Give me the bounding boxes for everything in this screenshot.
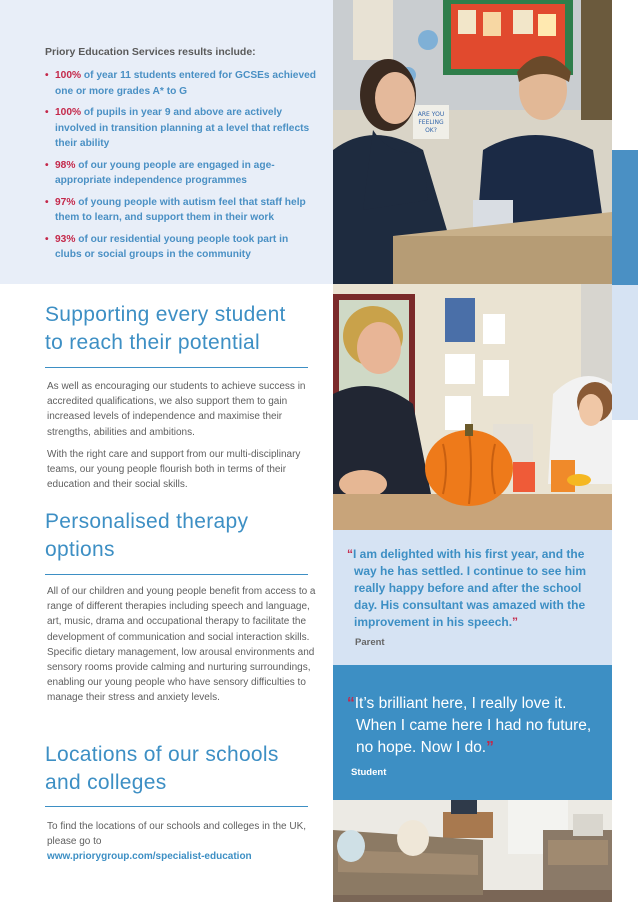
results-item: • 100% of pupils in year 9 and above are actively involved in transition planning at a level that reflects their ability	[45, 105, 317, 152]
section-tab-dark	[612, 150, 638, 285]
specialist-education-link[interactable]: www.priorygroup.com/specialist-education	[47, 851, 252, 863]
supporting-heading: Supporting every student to reach their potential	[45, 303, 286, 354]
photo-staff-smiling-illustration	[333, 0, 612, 284]
results-title: Priory Education Services results include:	[45, 46, 256, 58]
photo-lounge-illustration	[333, 800, 612, 902]
results-item: • 98% of our young people are engaged in age-appropriate independence programmes	[45, 158, 317, 189]
photo-staff-smiling	[333, 0, 612, 284]
heading-rule	[45, 806, 308, 807]
results-item: • 100% of year 11 students entered for GCSEs achieved one or more grades A* to G	[45, 68, 317, 99]
locations-body: To find the locations of our schools and colleges in the UK, please go to www.priorygroup.com/specialist-education	[47, 821, 307, 863]
results-item: • 93% of our residential young people took part in clubs or social groups in the community	[45, 232, 317, 263]
photo-pumpkin-activity	[333, 284, 612, 530]
supporting-body: As well as encouraging our students to achieve success in accredited qualifications, we also support them to gain increased levels of independence and maximise their strengths, abilities and ambitions. With the right care and support from our multi-disciplinary teams, our young people flourish both in terms of their education and their social skills.	[47, 381, 306, 491]
sign-line-1: ARE YOU	[417, 111, 445, 118]
parent-attribution: Parent	[355, 637, 385, 648]
heading-rule	[45, 367, 308, 368]
student-attribution: Student	[351, 767, 387, 778]
edge-margin	[612, 0, 638, 150]
therapy-body: All of our children and young people benefit from access to a range of different therapies including speech and language, art, music, drama and occupational therapy to facilitate the development of communication and social interaction skills. Specific dietary management, low arousal environments and sensory rooms provide calming and nurturing surroundings, enabling our young people who have sensory difficulties to manage their stress and anxiety levels.	[47, 586, 316, 704]
parent-quote-panel	[333, 530, 612, 665]
student-quote-panel	[333, 665, 612, 800]
results-item: • 97% of young people with autism feel that staff help them to learn, and support them in their work	[45, 195, 317, 226]
sign-line-2: FEELING	[418, 119, 444, 126]
therapy-heading: Personalised therapy options	[45, 510, 249, 561]
sign-line-3: OK?	[425, 127, 437, 134]
student-quote: “It’s brilliant here, I really love it. When I came here I had no future, no hope. Now I do.”	[347, 695, 592, 756]
photo-lounge	[333, 800, 612, 902]
parent-quote: “I am delighted with his first year, and the way he has settled. I continue to see him really happy before and after the school day. His consultant was amazed with the improvement in his speech.”	[347, 547, 587, 629]
locations-heading: Locations of our schools and colleges	[45, 743, 279, 794]
results-panel	[0, 0, 333, 284]
heading-rule	[45, 574, 308, 575]
section-tab-light	[612, 285, 638, 420]
photo-pumpkin-illustration	[333, 284, 612, 530]
